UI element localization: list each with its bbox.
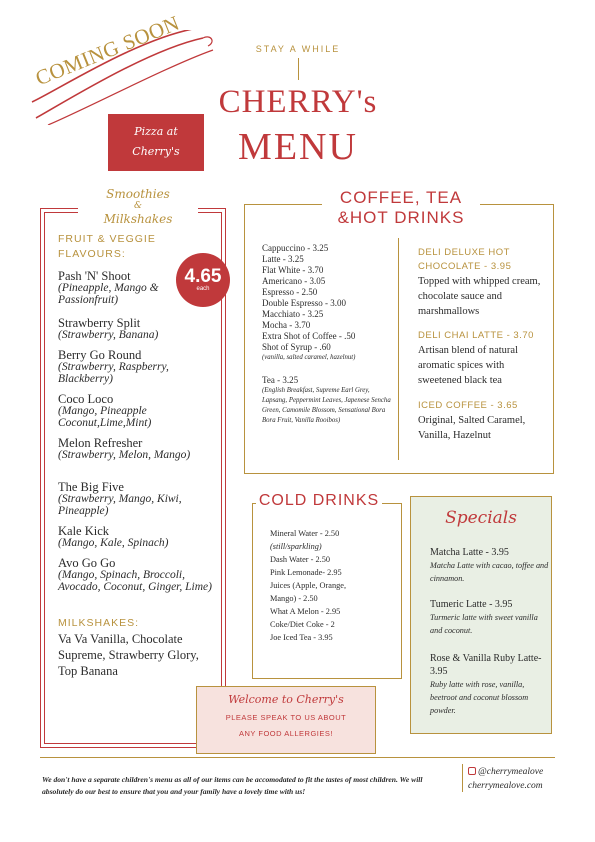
smoothie-ingredients: (Pineapple, Mango & Passionfruit) xyxy=(58,282,159,306)
syrup-note: (vanilla, salted caramel, hazelnut) xyxy=(262,354,356,361)
fruit-veggie-label-line-1: FRUIT & VEGGIE xyxy=(58,233,156,245)
smoothie-name: Strawberry Split xyxy=(58,316,141,330)
deli-item xyxy=(418,329,548,388)
smoothies-heading-line-1: Smoothies xyxy=(106,187,170,201)
coffee-list xyxy=(262,243,392,426)
website-link[interactable]: cherrymealove.com xyxy=(468,781,543,791)
instagram-icon xyxy=(468,767,476,775)
tagline-divider xyxy=(298,58,299,80)
tea-item: Tea - 3.25 xyxy=(262,375,299,385)
smoothie-item xyxy=(58,481,218,517)
instagram-handle: @cherrymealove xyxy=(478,767,544,777)
smoothies-heading-amp: & xyxy=(133,201,142,211)
cold-item: (still/sparkling) xyxy=(270,542,322,551)
smoothie-item xyxy=(58,437,218,461)
page-title-line-2: MENU xyxy=(238,126,358,168)
welcome-box xyxy=(196,686,376,754)
coffee-item: Macchiato - 3.25 xyxy=(262,309,324,319)
coffee-item: Americano - 3.05 xyxy=(262,276,326,286)
special-name: Tumeric Latte - 3.95 xyxy=(430,599,513,610)
price-value: 4.65 xyxy=(184,266,222,287)
allergy-line-1: PLEASE SPEAK TO US ABOUT xyxy=(225,713,347,722)
cold-item: Dash Water - 2.50 xyxy=(270,555,331,564)
deli-name: DELI DELUXE HOT CHOCOLATE - 3.95 xyxy=(418,247,512,272)
smoothie-ingredients: (Mango, Spinach, Broccoli, Avocado, Coconut, Ginger, Lime) xyxy=(58,569,212,593)
coffee-heading-line-2: &HOT DRINKS xyxy=(337,208,465,227)
page-title-line-1: CHERRY's xyxy=(218,84,378,120)
deli-desc: Artisan blend of natural aromatic spices with sweetened black tea xyxy=(418,345,519,386)
special-name: Matcha Latte - 3.95 xyxy=(430,547,509,558)
cold-item: Joe Iced Tea - 3.95 xyxy=(270,633,333,642)
coffee-item: Double Espresso - 3.00 xyxy=(262,298,346,308)
coffee-item: Extra Shot of Coffee - .50 xyxy=(262,331,356,341)
price-unit: each xyxy=(196,286,210,292)
smoothies-heading-line-2: Milkshakes xyxy=(103,212,173,226)
smoothie-item xyxy=(58,525,218,549)
special-item xyxy=(430,598,550,637)
smoothie-item xyxy=(58,349,218,385)
milkshakes-text: Va Va Vanilla, Chocolate Supreme, Strawberry Glory, Top Banana xyxy=(58,632,199,678)
deli-desc: Topped with whipped cream, chocolate sauce and marshmallows xyxy=(418,276,541,317)
coffee-heading-line-1: COFFEE, TEA xyxy=(339,188,463,207)
smoothie-name: The Big Five xyxy=(58,480,124,494)
cold-drinks-heading: COLD DRINKS xyxy=(256,492,382,510)
coffee-divider xyxy=(398,238,399,460)
smoothie-name: Melon Refresher xyxy=(58,436,143,450)
social-divider xyxy=(462,764,463,792)
smoothie-name: Pash 'N' Shoot xyxy=(58,269,131,283)
coffee-item: Flat White - 3.70 xyxy=(262,265,324,275)
tea-note: (English Breakfast, Supreme Earl Grey, Lapsang, Peppermint Leaves, Japenese Sencha Green, Camomile Blossom, Sensational Bora Bora Fruit, Vanilla Rooibos) xyxy=(262,387,391,424)
smoothie-ingredients: (Strawberry, Raspberry, Blackberry) xyxy=(58,361,169,385)
coffee-item: Latte - 3.25 xyxy=(262,254,304,264)
smoothie-name: Avo Go Go xyxy=(58,556,116,570)
smoothie-name: Kale Kick xyxy=(58,524,110,538)
welcome-heading: Welcome to Cherry's xyxy=(228,693,344,706)
pizza-badge xyxy=(108,114,204,171)
smoothie-item xyxy=(58,317,218,341)
cold-drinks-list xyxy=(270,527,398,644)
cold-item: Coke/Diet Coke - 2 xyxy=(270,620,335,629)
smoothie-item xyxy=(58,557,218,593)
footer-note: We don't have a separate children's menu as all of our items can be accomodated to fit the tastes of most children. We will absolutely do our best to ensure that you and your family have a lovely time with us! xyxy=(42,775,423,796)
fruit-veggie-label xyxy=(58,232,156,262)
special-desc: Turmeric latte with sweet vanilla and coconut. xyxy=(430,613,538,635)
smoothie-ingredients: (Strawberry, Melon, Mango) xyxy=(58,449,191,461)
cold-item: Juices (Apple, Orange, xyxy=(270,581,347,590)
pizza-line-1: Pizza at xyxy=(134,125,178,138)
coffee-item: Cappuccino - 3.25 xyxy=(262,243,329,253)
special-desc: Matcha Latte with cacao, toffee and cinnamon. xyxy=(430,561,549,583)
special-desc: Ruby latte with rose, vanilla, beetroot and coconut blossom powder. xyxy=(430,680,529,715)
coffee-item: Mocha - 3.70 xyxy=(262,320,311,330)
instagram-row[interactable] xyxy=(468,765,543,779)
special-name: Rose & Vanilla Ruby Latte- 3.95 xyxy=(430,653,542,677)
smoothie-name: Coco Loco xyxy=(58,392,114,406)
coffee-heading xyxy=(322,188,480,228)
deli-name: ICED COFFEE - 3.65 xyxy=(418,400,518,411)
special-item xyxy=(430,546,550,585)
specials-heading: Specials xyxy=(445,508,517,528)
smoothie-ingredients: (Mango, Kale, Spinach) xyxy=(58,537,169,549)
deli-item xyxy=(418,246,548,319)
smoothie-item xyxy=(58,393,218,429)
smoothies-heading xyxy=(78,186,198,227)
social-block xyxy=(468,765,543,793)
pizza-line-2: Cherry's xyxy=(132,145,180,158)
fruit-veggie-label-line-2: FLAVOURS: xyxy=(58,248,126,260)
cold-item: Mango) - 2.50 xyxy=(270,594,318,603)
smoothie-ingredients: (Strawberry, Banana) xyxy=(58,329,159,341)
price-badge xyxy=(176,253,230,307)
smoothie-ingredients: (Strawberry, Mango, Kiwi, Pineapple) xyxy=(58,493,182,517)
coffee-item: Shot of Syrup - .60 xyxy=(262,342,331,352)
allergy-line-2: ANY FOOD ALLERGIES! xyxy=(239,729,333,738)
milkshakes-label: MILKSHAKES: xyxy=(58,617,140,629)
tagline: STAY A WHILE xyxy=(255,44,341,54)
deli-item xyxy=(418,399,548,443)
coffee-item: Espresso - 2.50 xyxy=(262,287,318,297)
coming-soon-text: COMING SOON xyxy=(32,10,183,91)
footer-divider xyxy=(40,757,555,758)
deli-name: DELI CHAI LATTE - 3.70 xyxy=(418,330,534,341)
smoothie-name: Berry Go Round xyxy=(58,348,142,362)
special-item xyxy=(430,652,550,717)
cold-item: What A Melon - 2.95 xyxy=(270,607,341,616)
smoothie-ingredients: (Mango, Pineapple Coconut,Lime,Mint) xyxy=(58,405,152,429)
cold-item: Mineral Water - 2.50 xyxy=(270,529,340,538)
deli-desc: Original, Salted Caramel, Vanilla, Hazelnut xyxy=(418,415,526,441)
cold-item: Pink Lemonade- 2.95 xyxy=(270,568,342,577)
